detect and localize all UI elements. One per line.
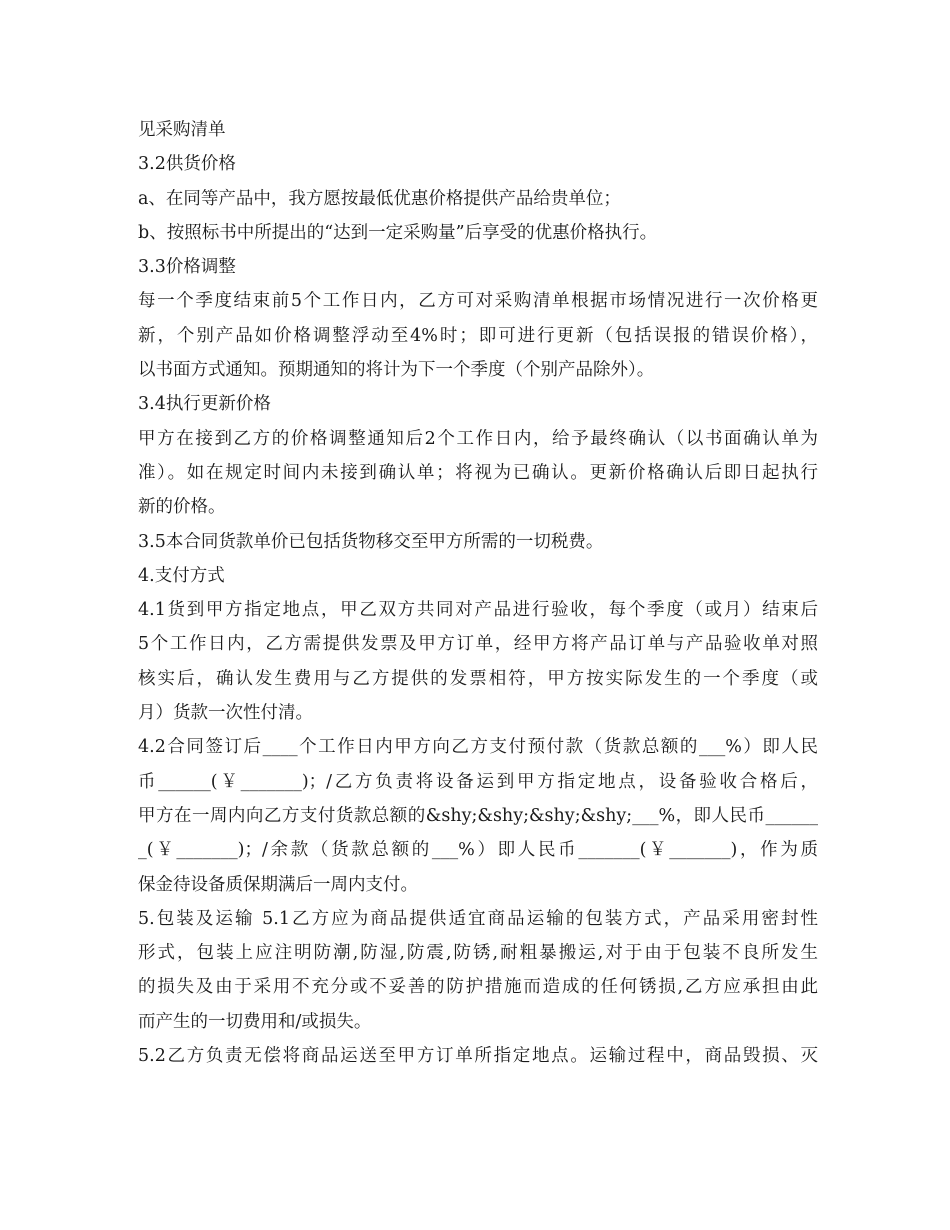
text-line: 保金待设备质保期满后一周内支付。 xyxy=(138,874,418,895)
section-heading: 5.包装及运输 5.1乙方应为商品提供适宜商品运输的包装方式，产品采用密封性 xyxy=(138,908,818,929)
text-line: 每一个季度结束前5个工作日内，乙方可对采购清单根据市场情况进行一次价格更 xyxy=(138,291,818,312)
text-line: b、按照标书中所提出的“达到一定采购量”后享受的优惠价格执行。 xyxy=(138,222,658,243)
text-line: 新的价格。 xyxy=(138,497,226,518)
text-line: 3.5本合同货款单价已包括货物移交至甲方所需的一切税费。 xyxy=(138,531,604,552)
text-line: 准）。如在规定时间内未接到确认单；将视为已确认。更新价格确认后即日起执行 xyxy=(138,462,818,483)
text-line: 以书面方式通知。预期通知的将计为下一个季度（个别产品除外）。 xyxy=(138,360,655,381)
document-body xyxy=(138,113,818,1073)
text-line: 核实后，确认发生费用与乙方提供的发票相符，甲方按实际发生的一个季度（或 xyxy=(138,668,818,689)
text-line: 见采购清单 xyxy=(138,120,226,140)
text-line: 甲方在接到乙方的价格调整通知后2个工作日内，给予最终确认（以书面确认单为 xyxy=(138,428,818,449)
text-line: 5个工作日内，乙方需提供发票及甲方订单，经甲方将产品订单与产品验收单对照 xyxy=(138,634,818,655)
text-line: 形式，包装上应注明防潮,防湿,防震,防锈,耐粗暴搬运,对于由于包装不良所发生 xyxy=(138,943,818,964)
text-line: 的损失及由于采用不充分或不妥善的防护措施而造成的任何锈损,乙方应承担由此 xyxy=(138,977,818,998)
section-heading: 3.2供货价格 xyxy=(138,154,236,175)
text-line: 月）货款一次性付清。 xyxy=(138,703,313,724)
section-heading: 3.3价格调整 xyxy=(138,257,236,278)
text-line: 4.2合同签订后____个工作日内甲方向乙方支付预付款（货款总额的___%）即人民 xyxy=(138,737,818,758)
text-line: 4.1货到甲方指定地点，甲乙双方共同对产品进行验收，每个季度（或月）结束后 xyxy=(138,600,818,621)
text-line: 而产生的一切费用和/或损失。 xyxy=(138,1011,372,1032)
text-line: 币______(￥_______)；/乙方负责将设备运到甲方指定地点，设备验收合格后， xyxy=(138,771,818,792)
text-line: _(￥_______)；/余款（货款总额的___%）即人民币_______(￥_______)，作为质 xyxy=(138,840,818,861)
section-heading: 3.4执行更新价格 xyxy=(138,394,271,415)
text-line: 5.2乙方负责无偿将商品运送至甲方订单所指定地点。运输过程中，商品毁损、灭 xyxy=(138,1046,818,1067)
text-line: a、在同等产品中，我方愿按最低优惠价格提供产品给贵单位； xyxy=(138,188,621,209)
text-line: 甲方在一周内向乙方支付货款总额的&shy;&shy;&shy;&shy;___%，即人民币______ xyxy=(138,805,818,826)
section-heading: 4.支付方式 xyxy=(138,565,225,586)
text-line: 新，个别产品如价格调整浮动至4%时；即可进行更新（包括误报的错误价格）， xyxy=(138,325,818,346)
